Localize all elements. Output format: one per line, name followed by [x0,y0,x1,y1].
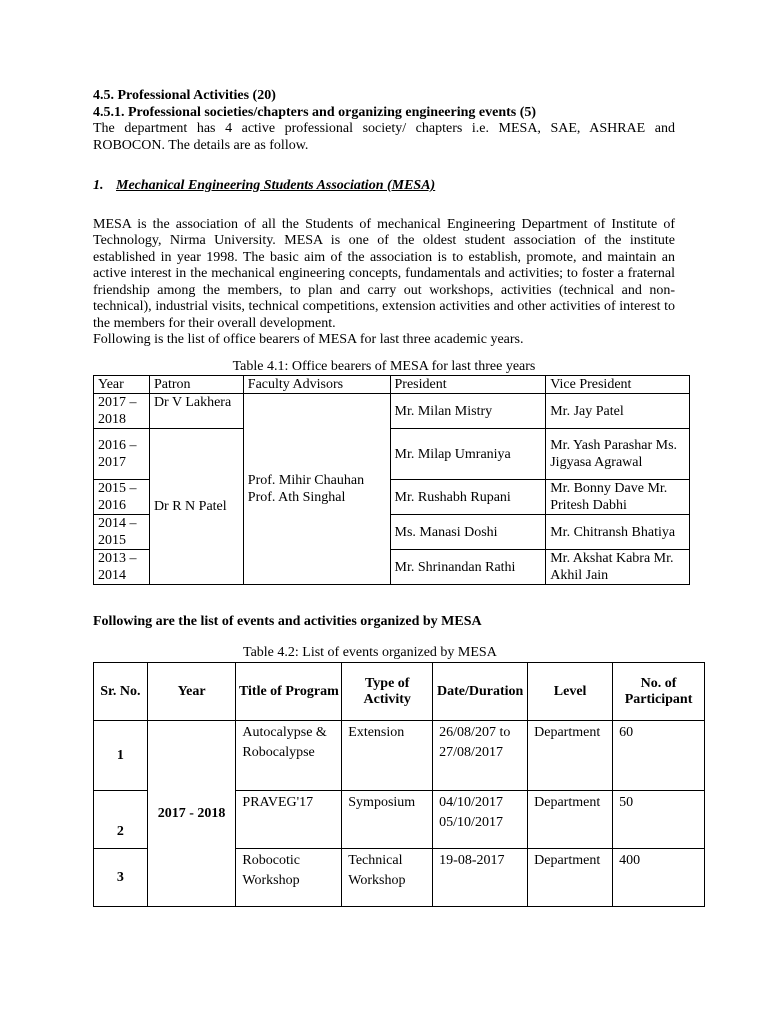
year-cell: 2017 - 2018 [147,721,236,907]
header-cell: Patron [149,376,243,394]
table-header-row [94,376,690,394]
level-cell: Department [528,721,613,791]
type-cell: Technical Workshop [342,849,433,907]
table-header-row [94,663,705,721]
vice-president-cell: Mr. Jay Patel [546,394,690,429]
sr-no-cell: 3 [94,849,148,907]
office-bearers-table [93,375,690,585]
header-cell: Vice President [546,376,690,394]
intro-line-1: The department has 4 active professional society/ chapters i.e. MESA, SAE, ASHRAE and [93,121,675,136]
date-cell: 19-08-2017 [433,849,528,907]
title-cell: Robocotic Workshop [236,849,342,907]
advisors-cell: Prof. Mihir Chauhan Prof. Ath Singhal [243,394,390,585]
vice-president-cell: Mr. Bonny Dave Mr. Pritesh Dabhi [546,480,690,515]
year-cell: 2013 – 2014 [94,550,150,585]
header-cell: Date/Duration [433,663,528,721]
header-cell: Faculty Advisors [243,376,390,394]
president-cell: Mr. Milan Mistry [390,394,546,429]
header-cell: Sr. No. [94,663,148,721]
mesa-paragraph: MESA is the association of all the Students of mechanical Engineering Department of Institute of Technology, Nirma University. MESA is one of the oldest student association of the institute established in year 1998. The basic aim of the association is to establish, promote, and maintain an active interest in the mechanical engineering concepts, fundamentals and activities; to foster a fraternal friendship among the members, to plan and carry out workshops, activities (technical and non-technical), industrial visits, technical competitions, extension activities and other activities of interest to the members for their overall development. [93,216,675,331]
sr-no-cell: 2 [94,791,148,849]
president-cell: Mr. Shrinandan Rathi [390,550,546,585]
participants-cell: 400 [613,849,705,907]
header-cell: President [390,376,546,394]
header-cell: No. of Participant [613,663,705,721]
intro-line-2: ROBOCON. The details are as follow. [93,137,309,153]
year-cell: 2017 – 2018 [94,394,150,429]
vice-president-cell: Mr. Yash Parashar Ms. Jigyasa Agrawal [546,429,690,480]
patron-cell: Dr V Lakhera [149,394,243,429]
table2-caption: Table 4.2: List of events organized by MESA [243,645,497,660]
sr-no-cell: 1 [94,721,148,791]
subsection-heading: 4.5.1. Professional societies/chapters and organizing engineering events (5) [93,104,537,120]
section-title-text: Mechanical Engineering Students Association (MESA) [116,178,436,193]
year-cell: 2015 – 2016 [94,480,150,515]
title-cell: PRAVEG'17 [236,791,342,849]
document-page [93,88,693,888]
header-cell: Type of Activity [342,663,433,721]
header-cell: Title of Program [236,663,342,721]
events-table [93,662,705,907]
bearers-intro: Following is the list of office bearers of MESA for last three academic years. [93,332,524,347]
mesa-section-title [93,178,675,195]
president-cell: Mr. Milap Umraniya [390,429,546,480]
title-cell: Autocalypse & Robocalypse [236,721,342,791]
date-cell: 26/08/207 to 27/08/2017 [433,721,528,791]
header-cell: Level [528,663,613,721]
header-cell: Year [94,376,150,394]
type-cell: Extension [342,721,433,791]
president-cell: Mr. Rushabh Rupani [390,480,546,515]
events-heading: Following are the list of events and activities organized by MESA [93,614,482,629]
year-cell: 2016 – 2017 [94,429,150,480]
table-row [94,394,690,429]
section-number: 1. [93,178,104,193]
table-row [94,429,690,480]
table1-caption: Table 4.1: Office bearers of MESA for last three years [232,358,536,374]
date-cell: 04/10/2017 05/10/2017 [433,791,528,849]
level-cell: Department [528,791,613,849]
vice-president-cell: Mr. Akshat Kabra Mr. Akhil Jain [546,550,690,585]
table-row [94,721,705,791]
level-cell: Department [528,849,613,907]
year-cell: 2014 – 2015 [94,515,150,550]
type-cell: Symposium [342,791,433,849]
header-cell: Year [147,663,236,721]
patron-cell: Dr R N Patel [149,429,243,585]
president-cell: Ms. Manasi Doshi [390,515,546,550]
vice-president-cell: Mr. Chitransh Bhatiya [546,515,690,550]
participants-cell: 60 [613,721,705,791]
participants-cell: 50 [613,791,705,849]
section-heading: 4.5. Professional Activities (20) [93,88,276,103]
